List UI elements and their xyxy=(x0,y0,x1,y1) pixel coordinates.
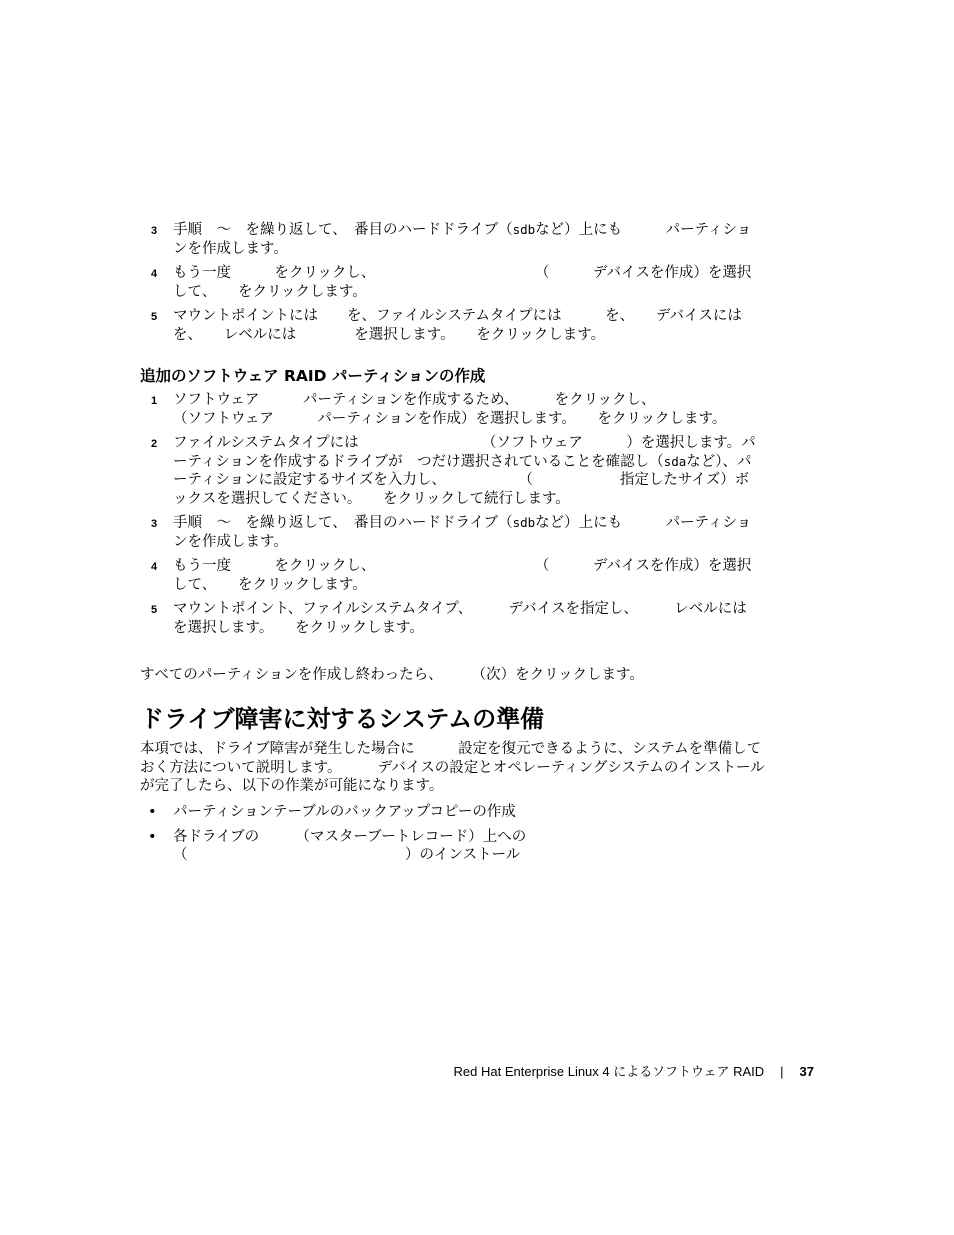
device-code: sdb xyxy=(512,222,536,237)
step-item: 4 もう一度 をクリックし、 （ デバイスを作成）を選択して、 をクリックします。 xyxy=(151,558,752,593)
step-item: 3 手順 ～ を繰り返して、 番目のハードドライブ（sdbなど）上にも パーティションを作成します。 xyxy=(151,222,752,257)
section-heading: ドライブ障害に対するシステムの準備 xyxy=(140,705,545,733)
bullet-item: • パーティションテーブルのバックアップコピーの作成 xyxy=(148,804,516,820)
step-number: 1 xyxy=(151,395,158,407)
step-item: 5 マウントポイントには を、ファイルシステムタイプには を、 デバイスには を、 レベルには を選択します。 をクリックします。 xyxy=(151,308,786,343)
page-number: 37 xyxy=(799,1064,814,1079)
steps-list-1 xyxy=(140,221,786,350)
step-number: 5 xyxy=(151,604,158,616)
intro-paragraph: 本項では、ドライブ障害が発生した場合に 設定を復元できるように、システムを準備しておく方法について説明します。 デバイスの設定とオペレーティングシステムのインストールが完了したら、以下の作業が可能になります。 xyxy=(140,741,765,794)
step-number: 4 xyxy=(151,561,158,573)
page-footer xyxy=(0,1063,814,1081)
bullet-item: • 各ドライブの （マスターブートレコード）上への （ ）のインストール xyxy=(148,828,541,863)
bullet-icon: • xyxy=(148,828,157,845)
footer-separator: | xyxy=(780,1064,784,1079)
step-item: 3 手順 ～ を繰り返して、 番目のハードドライブ（sdbなど）上にも パーティションを作成します。 xyxy=(151,515,752,550)
footer-title: Red Hat Enterprise Linux 4 によるソフトウェア RAID xyxy=(453,1064,765,1079)
step-number: 3 xyxy=(151,518,158,530)
bullet-list xyxy=(140,803,760,871)
step-item: 1 ソフトウェア パーティションを作成するため、 をクリックし、 （ソフトウェア パーティションを作成）を選択します。 をクリックします。 xyxy=(151,392,895,427)
step-number: 5 xyxy=(151,311,158,323)
step-number: 3 xyxy=(151,225,158,237)
step-number: 4 xyxy=(151,268,158,280)
step-item: 4 もう一度 をクリックし、 （ デバイスを作成）を選択して、 をクリックします。 xyxy=(151,265,752,300)
step-item: 5 マウントポイント、ファイルシステムタイプ、 デバイスを指定し、 レベルには を選択します。 をクリックします。 xyxy=(151,601,805,636)
bullet-icon: • xyxy=(148,804,157,820)
step-item: 2 ファイルシステムタイプには （ソフトウェア ）を選択します。パーティションを作成するドライブが つだけ選択されていることを確認し（sdaなど）、パーティションに設定するサイズを入力し、 （ 指定したサイズ）ボックスを選択してください。 をクリックして続行します。 xyxy=(151,435,756,507)
steps-list-2 xyxy=(140,391,895,643)
closing-paragraph: すべてのパーティションを作成し終わったら、 （次）をクリックします。 xyxy=(140,667,644,683)
device-code: sdb xyxy=(512,515,536,530)
device-code: sda xyxy=(663,453,687,469)
step-number: 2 xyxy=(151,438,158,450)
section-subheading: 追加のソフトウェア RAID パーティションの作成 xyxy=(140,367,486,385)
